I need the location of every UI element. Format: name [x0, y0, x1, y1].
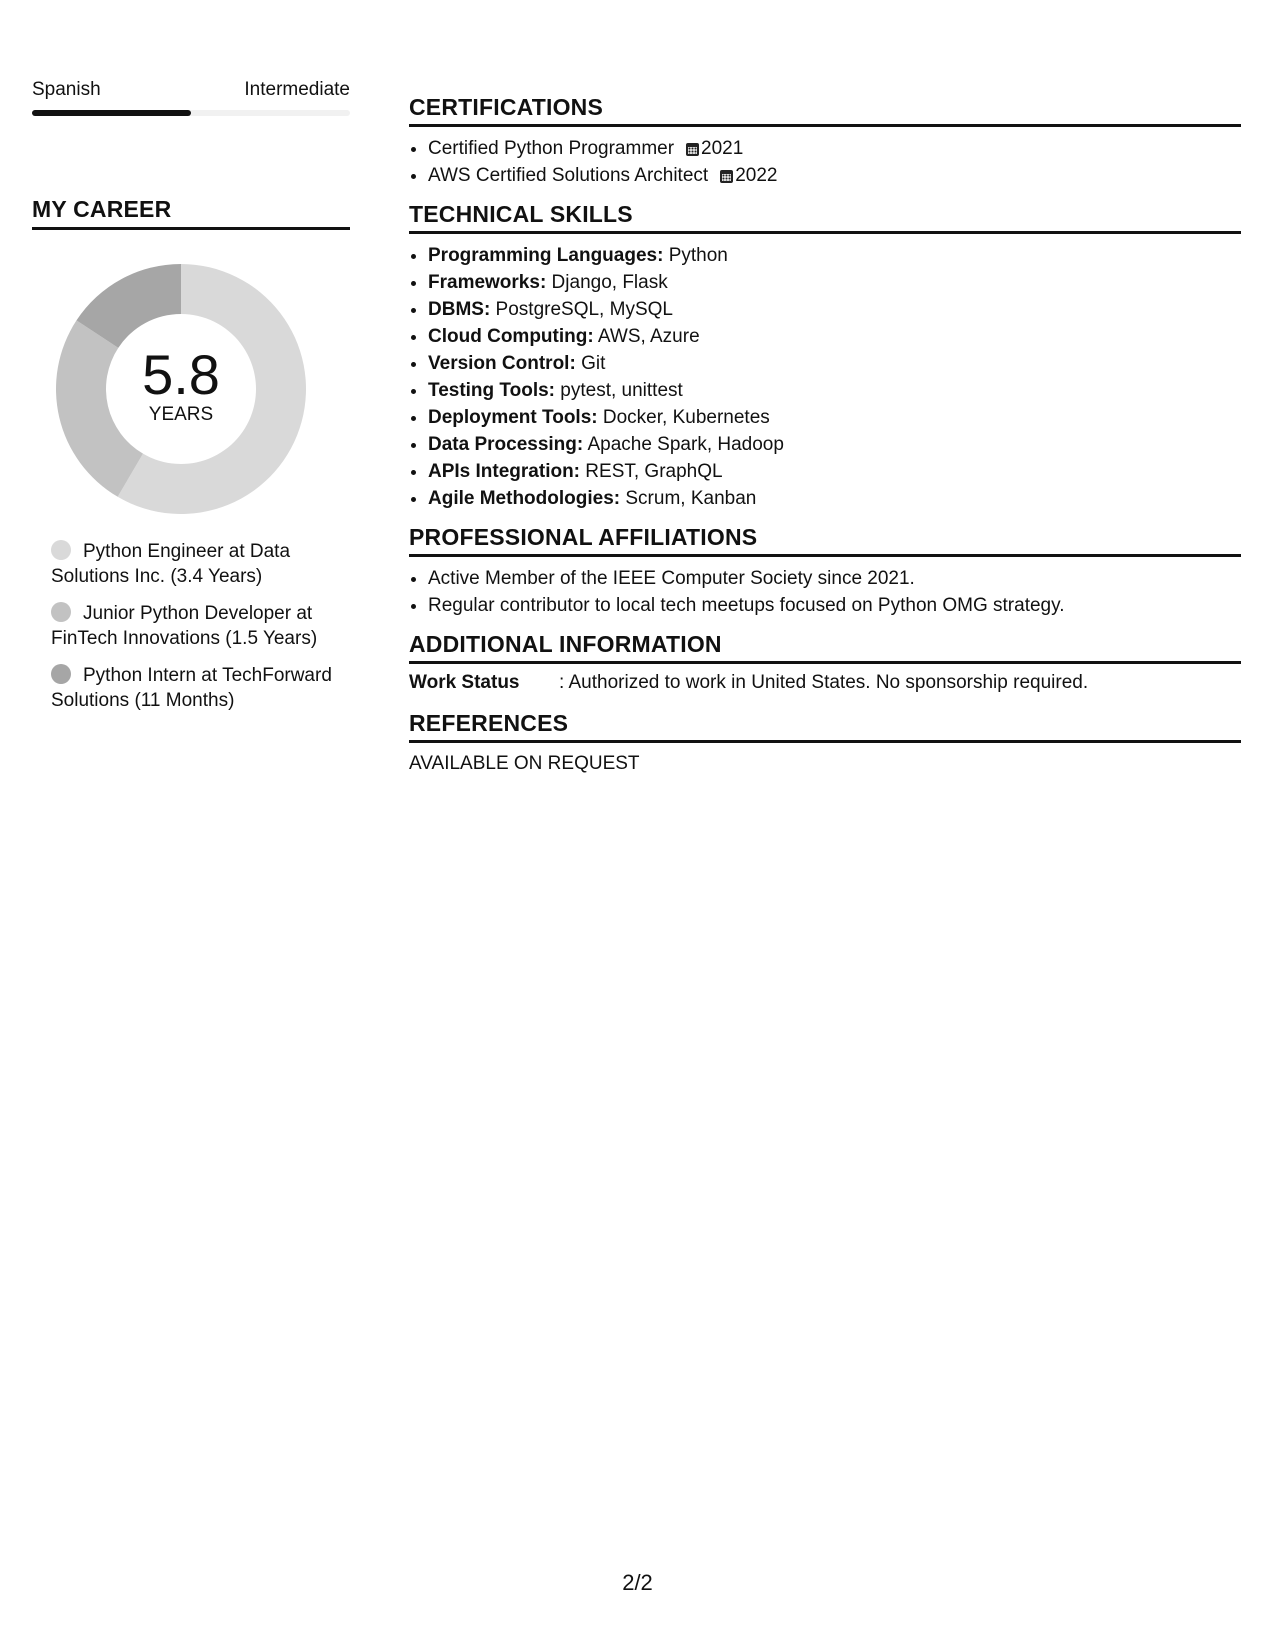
skill-label: Frameworks: — [428, 272, 547, 293]
career-legend-label: Python Intern at TechForward Solutions (11 Months) — [51, 665, 332, 711]
affiliations-heading: PROFESSIONAL AFFILIATIONS — [409, 524, 1241, 557]
career-legend — [51, 540, 350, 713]
skill-value: Django, Flask — [546, 272, 668, 293]
skill-value: REST, GraphQL — [580, 461, 723, 482]
work-status-row — [409, 670, 1241, 696]
skill-item — [428, 404, 1241, 431]
certification-year: 2022 — [735, 165, 778, 186]
affiliation-item: • Regular contributor to local tech meetups focused on Python OMG strategy. — [428, 592, 1241, 619]
calendar-icon — [720, 170, 733, 183]
skill-item — [428, 242, 1241, 269]
references-heading: REFERENCES — [409, 710, 1241, 743]
skill-value: Scrum, Kanban — [620, 488, 757, 509]
language-proficiency-fill — [32, 110, 191, 116]
skill-value: AWS, Azure — [593, 326, 700, 347]
career-legend-item — [51, 602, 350, 651]
skill-label: APIs Integration: — [428, 461, 581, 482]
certification-item — [428, 162, 1241, 189]
skill-label: Agile Methodologies: — [428, 488, 621, 509]
language-name: Spanish — [32, 79, 101, 100]
skill-item — [428, 323, 1241, 350]
skill-item — [428, 458, 1241, 485]
donut-center — [56, 264, 306, 514]
references-text: AVAILABLE ON REQUEST — [409, 753, 640, 774]
technical-skills-heading: TECHNICAL SKILLS — [409, 201, 1241, 234]
skill-item — [428, 377, 1241, 404]
career-legend-item — [51, 540, 350, 589]
certifications-list — [409, 135, 1241, 189]
career-legend-label: Junior Python Developer at FinTech Innovations (1.5 Years) — [51, 603, 318, 649]
skill-value: Apache Spark, Hadoop — [583, 434, 784, 455]
career-legend-label: Python Engineer at Data Solutions Inc. (3.4 Years) — [51, 541, 291, 587]
certification-name: AWS Certified Solutions Architect — [428, 165, 709, 186]
calendar-icon — [686, 143, 699, 156]
certification-item — [428, 135, 1241, 162]
skill-value: Python — [663, 245, 728, 266]
career-total-years: 5.8 — [142, 343, 220, 406]
skill-label: Cloud Computing: — [428, 326, 594, 347]
right-column — [409, 94, 1241, 777]
skill-value: Git — [575, 353, 606, 374]
left-column — [32, 78, 350, 726]
skill-label: DBMS: — [428, 299, 491, 320]
skill-label: Version Control: — [428, 353, 576, 374]
technical-skills-list — [409, 242, 1241, 512]
career-heading: MY CAREER — [32, 196, 350, 230]
legend-dot-icon — [51, 664, 71, 684]
certifications-heading: CERTIFICATIONS — [409, 94, 1241, 127]
affiliation-item: • Active Member of the IEEE Computer Society since 2021. — [428, 565, 1241, 592]
skill-value: Docker, Kubernetes — [597, 407, 770, 428]
skill-value: PostgreSQL, MySQL — [490, 299, 673, 320]
language-level: Intermediate — [244, 79, 350, 100]
legend-dot-icon — [51, 602, 71, 622]
language-proficiency-bar — [32, 110, 350, 116]
skill-label: Data Processing: — [428, 434, 584, 455]
career-legend-item — [51, 664, 350, 713]
career-total-unit: YEARS — [148, 404, 214, 425]
legend-dot-icon — [51, 540, 71, 560]
certification-year: 2021 — [701, 138, 744, 159]
affiliations-list — [409, 565, 1241, 619]
skill-label: Programming Languages: — [428, 245, 664, 266]
work-status-label: Work Status — [409, 672, 520, 693]
skill-item — [428, 485, 1241, 512]
skill-item — [428, 296, 1241, 323]
skill-label: Testing Tools: — [428, 380, 556, 401]
skill-item — [428, 350, 1241, 377]
skill-value: pytest, unittest — [555, 380, 683, 401]
skill-item — [428, 269, 1241, 296]
work-status-value: : Authorized to work in United States. No sponsorship required. — [559, 672, 1089, 693]
skill-item — [428, 431, 1241, 458]
language-row — [32, 78, 350, 102]
career-donut-chart — [56, 264, 306, 514]
certification-name: Certified Python Programmer — [428, 138, 675, 159]
page-number: 2/2 — [622, 1570, 653, 1595]
additional-info-heading: ADDITIONAL INFORMATION — [409, 631, 1241, 664]
skill-label: Deployment Tools: — [428, 407, 598, 428]
